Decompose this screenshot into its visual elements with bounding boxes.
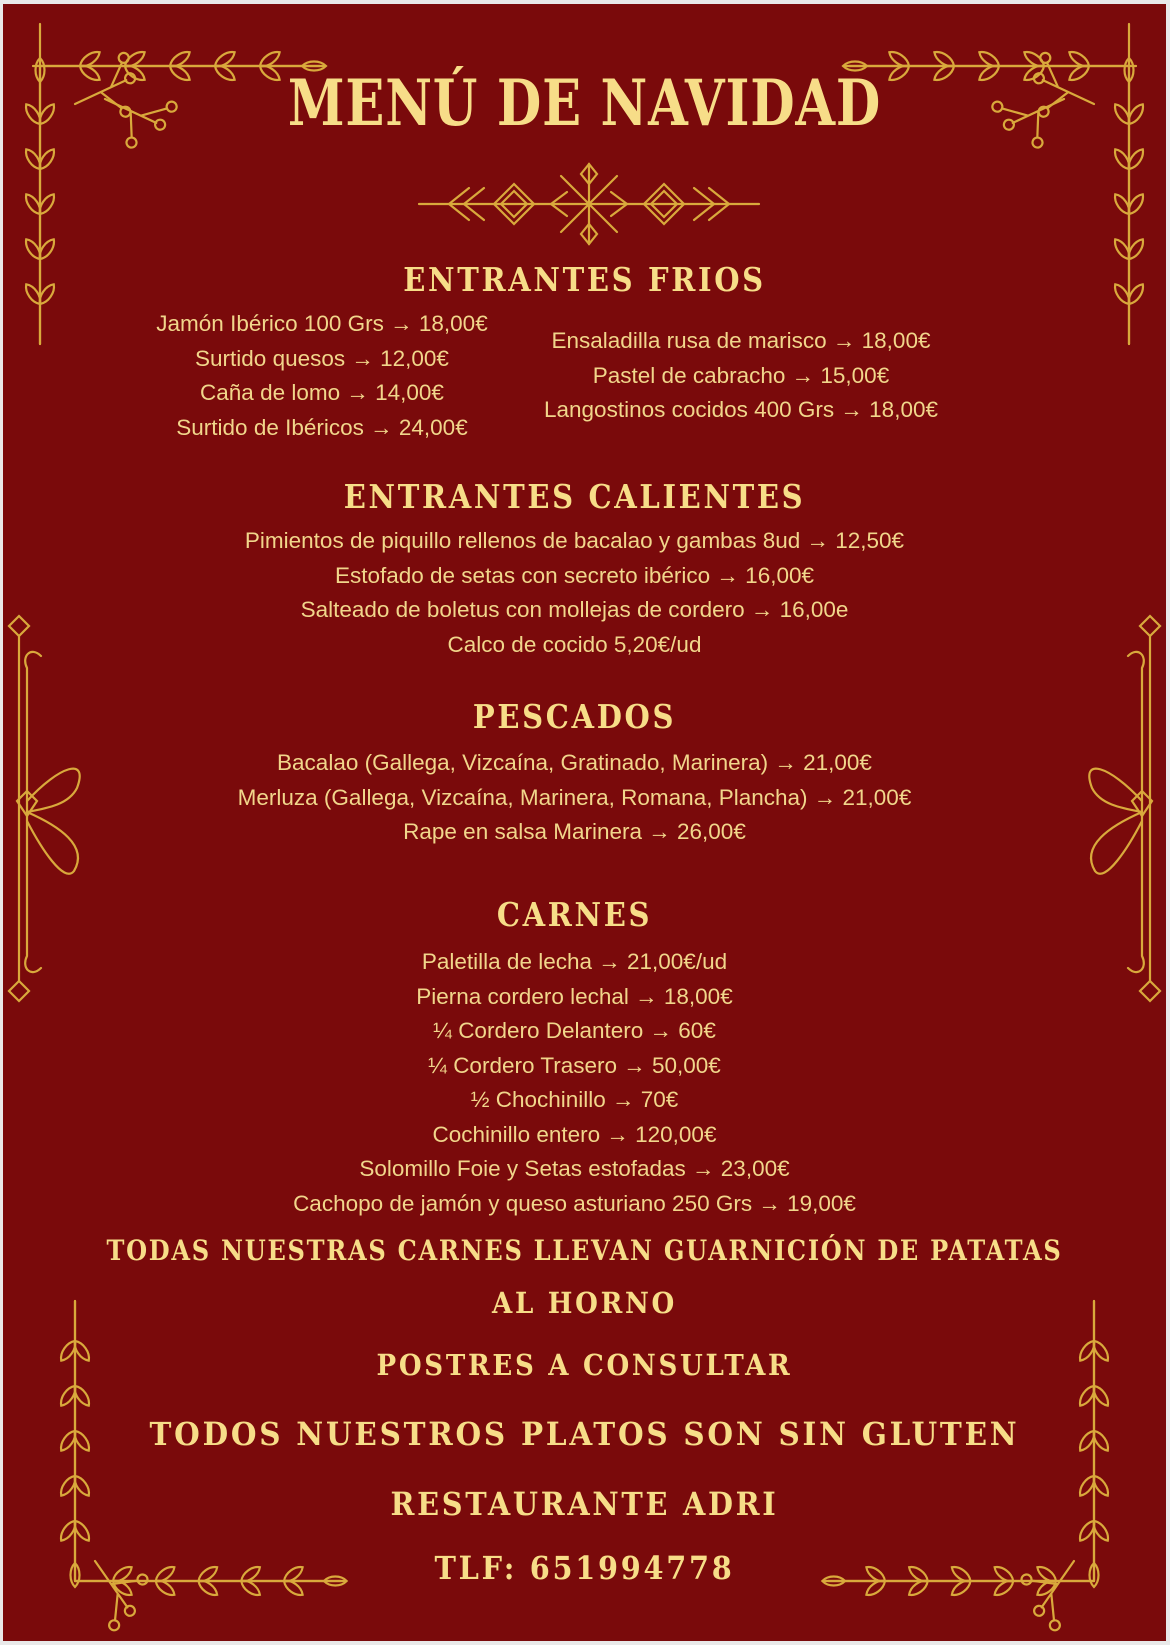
note-guarnicion-line2: AL HORNO [492, 1286, 677, 1320]
list-item: Estofado de setas con secreto ibérico → 16,00€ [334, 562, 815, 588]
list-item: Paletilla de lecha → 21,00€/ud [421, 949, 728, 974]
list-item: ½ Chochinillo → 70€ [470, 1087, 679, 1112]
pescados-list [3, 746, 1146, 850]
list-item: Cochinillo entero → 120,00€ [432, 1121, 717, 1147]
list-item: Bacalao (Gallega, Vizcaína, Gratinado, Marinera) → 21,00€ [277, 750, 872, 775]
menu-title: MENÚ DE NAVIDAD [287, 66, 882, 141]
note-sin-gluten: TODOS NUESTROS PLATOS SON SIN GLUTEN [149, 1415, 1020, 1453]
entrantes-frios-right-list [541, 324, 941, 428]
section-heading-entrantes-calientes: ENTRANTES CALIENTES [343, 477, 806, 516]
section-heading-pescados: PESCADOS [472, 697, 677, 736]
list-item: ¼ Cordero Delantero → 60€ [433, 1018, 716, 1043]
list-item: Surtido quesos → 12,00€ [195, 345, 449, 371]
list-item: ¼ Cordero Trasero → 50,00€ [428, 1052, 721, 1078]
section-heading-carnes: CARNES [496, 895, 653, 934]
list-item: Pastel de cabracho → 15,00€ [592, 362, 890, 388]
menu-page [3, 4, 1166, 1641]
list-item: Solomillo Foie y Setas estofadas → 23,00€ [359, 1156, 790, 1181]
list-item: Jamón Ibérico 100 Grs → 18,00€ [156, 311, 488, 336]
list-item: Cachopo de jamón y queso asturiano 250 Grs → 19,00€ [293, 1190, 856, 1216]
note-postres: POSTRES A CONSULTAR [376, 1348, 793, 1382]
list-item: Rape en salsa Marinera → 26,00€ [403, 819, 746, 844]
entrantes-calientes-list [3, 524, 1146, 662]
list-item: Surtido de Ibéricos → 24,00€ [176, 414, 468, 440]
list-item: Merluza (Gallega, Vizcaína, Marinera, Romana, Plancha) → 21,00€ [237, 784, 912, 810]
list-item: Langostinos cocidos 400 Grs → 18,00€ [544, 397, 938, 422]
list-item: Pierna cordero lechal → 18,00€ [416, 983, 733, 1009]
list-item: Ensaladilla rusa de marisco → 18,00€ [551, 328, 931, 353]
list-item: Calco de cocido 5,20€/ud [447, 631, 702, 657]
list-item: Salteado de boletus con mollejas de cordero → 16,00e [300, 597, 849, 622]
list-item: Caña de lomo → 14,00€ [200, 380, 444, 405]
restaurant-name: RESTAURANTE ADRI [390, 1485, 779, 1523]
list-item: Pimientos de piquillo rellenos de bacalao y gambas 8ud → 12,50€ [244, 528, 905, 553]
note-guarnicion-line1: TODAS NUESTRAS CARNES LLEVAN GUARNICIÓN DE PATATAS [106, 1234, 1063, 1267]
phone-number: TLF: 651994778 [434, 1549, 735, 1587]
entrantes-frios-left-list [147, 307, 497, 445]
section-heading-entrantes-frios: ENTRANTES FRIOS [403, 260, 766, 299]
carnes-list [3, 945, 1146, 1221]
